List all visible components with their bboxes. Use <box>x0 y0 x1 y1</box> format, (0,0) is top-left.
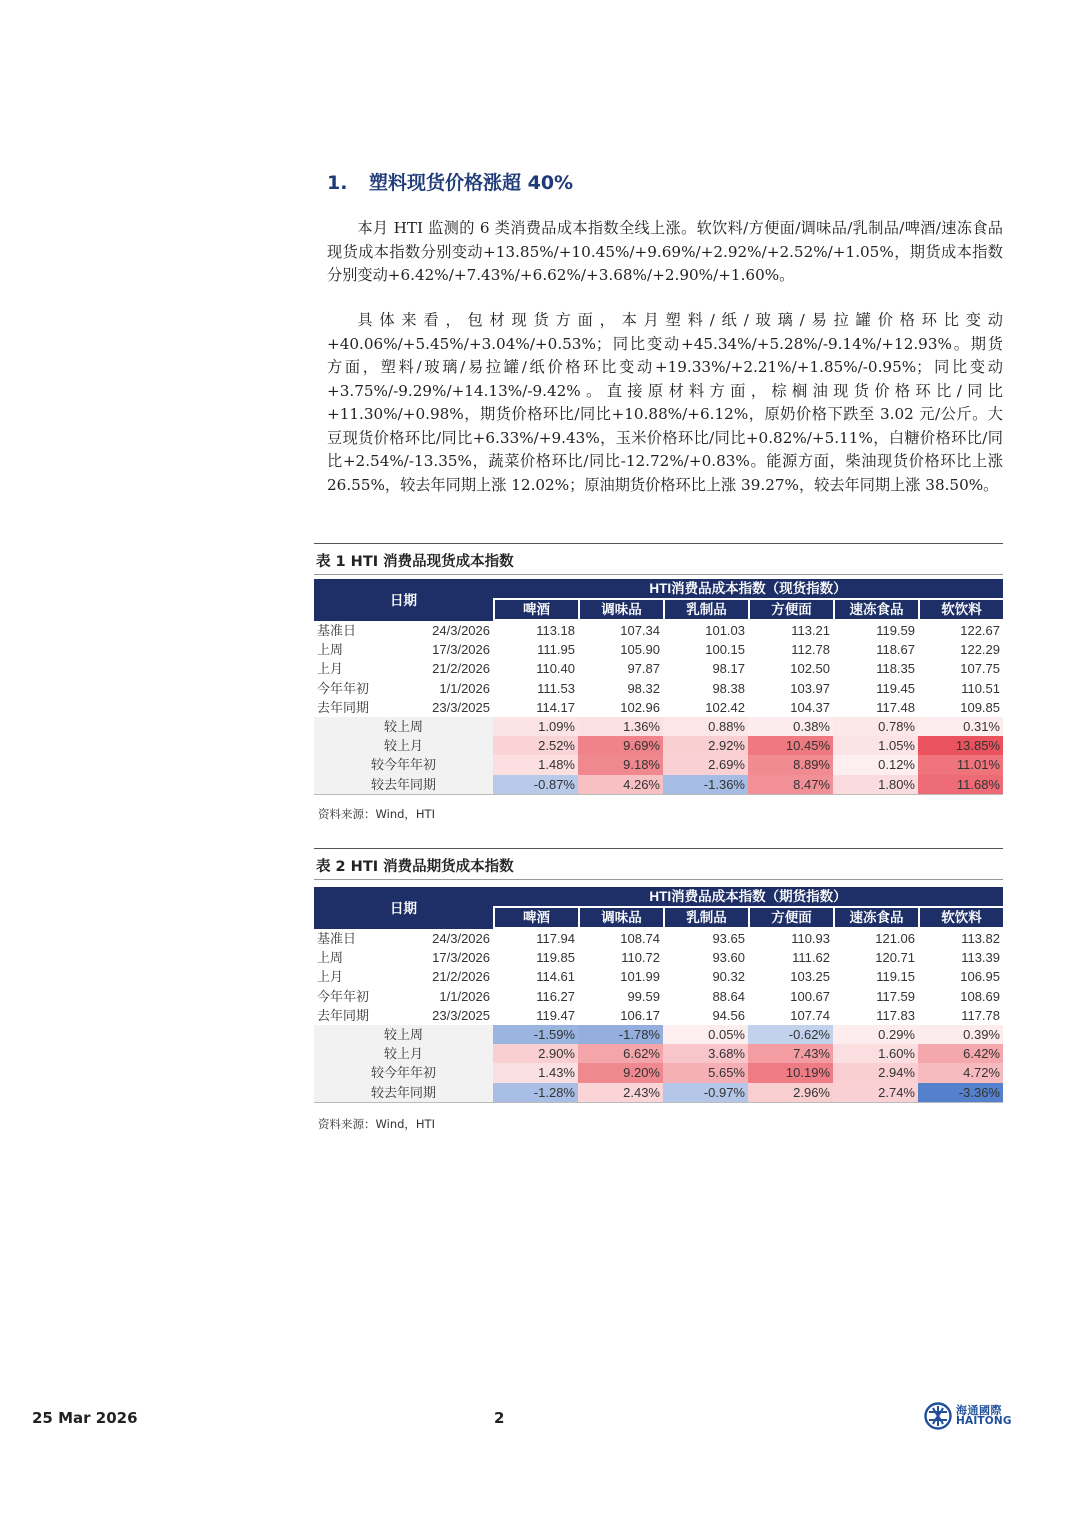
index-value: 119.15 <box>876 969 915 985</box>
change-value: -1.36% <box>663 775 748 795</box>
index-value: 121.06 <box>875 931 915 947</box>
index-value: 104.37 <box>790 699 830 715</box>
index-group-header: HTI消费品成本指数（现货指数） <box>493 579 1003 600</box>
index-value: 120.71 <box>875 950 915 966</box>
table-row <box>314 659 1003 678</box>
change-value: 1.36% <box>578 717 663 736</box>
change-value: 6.42% <box>918 1044 1003 1063</box>
index-value: 103.25 <box>790 969 830 985</box>
index-value: 110.72 <box>621 950 660 966</box>
change-value: 1.05% <box>833 736 918 755</box>
change-value: 4.72% <box>918 1063 1003 1082</box>
index-value: 122.67 <box>960 623 1000 639</box>
column-header: 啤酒 <box>493 600 578 621</box>
change-value: -0.62% <box>748 1025 833 1044</box>
index-value: 98.38 <box>712 680 745 696</box>
index-value: 107.34 <box>620 623 660 639</box>
index-value: 122.29 <box>960 642 1000 658</box>
index-value: 107.75 <box>960 661 1000 677</box>
index-value: 116.27 <box>536 988 575 1004</box>
table-1-caption: 表 1 HTI 消费品现货成本指数 <box>314 543 1003 575</box>
column-header: 软饮料 <box>918 908 1003 929</box>
change-value: 10.45% <box>748 736 833 755</box>
column-header: 软饮料 <box>918 600 1003 621</box>
section-heading <box>327 168 573 195</box>
row-label: 今年年初 <box>317 680 370 696</box>
index-value: 119.47 <box>536 1007 575 1023</box>
change-value: 5.65% <box>663 1063 748 1082</box>
change-label: 较今年年初 <box>314 1063 493 1082</box>
change-value: 0.12% <box>833 755 918 774</box>
table-row <box>314 967 1003 986</box>
index-value: 102.96 <box>620 699 660 715</box>
change-value: 1.80% <box>833 775 918 795</box>
paragraph-summary: 本月 HTI 监测的 6 类消费品成本指数全线上涨。软饮料/方便面/调味品/乳制品/啤酒/速冻食品现货成本指数分别变动+13.85%/+10.45%/+9.69%/+2.92%/+2.52%/+1.05%，期货成本指数分别变动+6.42%/+7.43%/+6.62%/+3.68%/+2.90%/+1.60%。 <box>327 219 1003 284</box>
row-label: 基准日 <box>317 623 357 639</box>
row-date: 21/2/2026 <box>432 661 490 677</box>
index-value: 106.95 <box>960 969 1000 985</box>
index-value: 118.67 <box>876 642 915 658</box>
index-value: 90.32 <box>712 969 745 985</box>
row-date: 23/3/2025 <box>432 699 490 715</box>
index-value: 117.78 <box>961 1007 1000 1023</box>
index-value: 99.59 <box>627 988 660 1004</box>
change-value: -1.78% <box>578 1025 663 1044</box>
index-group-header: HTI消费品成本指数（期货指数） <box>493 887 1003 908</box>
index-value: 119.45 <box>876 680 915 696</box>
index-value: 97.87 <box>627 661 660 677</box>
change-label: 较上月 <box>314 1044 493 1063</box>
change-row <box>314 755 1003 774</box>
change-row <box>314 1025 1003 1044</box>
table-row <box>314 1006 1003 1025</box>
index-value: 114.61 <box>536 969 575 985</box>
row-label: 上周 <box>317 642 344 658</box>
index-value: 101.99 <box>620 969 660 985</box>
index-value: 111.62 <box>792 950 830 966</box>
futures-index-table <box>314 887 1003 1103</box>
change-value: 9.18% <box>578 755 663 774</box>
row-date: 17/3/2026 <box>432 642 490 658</box>
change-value: -0.87% <box>493 775 578 795</box>
change-row <box>314 1063 1003 1082</box>
paragraph-details: 具体来看，包材现货方面，本月塑料/纸/玻璃/易拉罐价格环比变动+40.06%/+5.45%/+3.04%/+0.53%；同比变动+45.34%/+5.28%/-9.14%/+12.93%。期货方面，塑料/玻璃/易拉罐/纸价格环比变动+19.33%/+2.21%/+1.85%/-0.95%；同比变动+3.75%/-9.29%/+14.13%/-9.42%。直接原材料方面，棕榈油现货价格环比/同比+11.30%/+0.98%，期货价格环比/同比+10.88%/+6.12%，原奶价格下跌至 3.02 元/公斤。大豆现货价格环比/同比+6.33%/+9.43%，玉米价格环比/同比+0.82%/+5.11%，白糖价格环比/同比+2.54%/-13.35%，蔬菜价格环比/同比-12.72%/+0.83%。能源方面，柴油现货价格环比上涨 26.55%，较去年同期上涨 12.02%；原油期货价格环比上涨 39.27%，较去年同期上涨 38.50%。 <box>327 311 1003 494</box>
change-value: 8.47% <box>748 775 833 795</box>
spot-index-table <box>314 579 1003 795</box>
table-1-source: 资料来源：Wind，HTI <box>318 807 435 821</box>
change-label: 较去年同期 <box>314 1083 493 1103</box>
logo-text-en: HAITONG <box>956 1415 1012 1427</box>
table-row <box>314 621 1003 640</box>
index-value: 113.21 <box>791 623 830 639</box>
index-value: 105.90 <box>620 642 660 658</box>
row-label: 上月 <box>317 969 344 985</box>
index-value: 113.82 <box>961 931 1000 947</box>
section-title: 塑料现货价格涨超 40% <box>369 172 574 194</box>
change-row <box>314 736 1003 755</box>
row-date: 1/1/2026 <box>439 680 490 696</box>
index-value: 117.48 <box>876 699 915 715</box>
index-value: 108.74 <box>620 931 660 947</box>
index-value: 111.53 <box>537 680 575 696</box>
column-header: 方便面 <box>748 908 833 929</box>
change-value: -1.28% <box>493 1083 578 1103</box>
change-value: 0.31% <box>918 717 1003 736</box>
change-value: 0.29% <box>833 1025 918 1044</box>
index-value: 98.32 <box>627 680 660 696</box>
index-value: 114.17 <box>536 699 575 715</box>
date-header: 日期 <box>314 579 493 621</box>
row-label: 基准日 <box>317 931 357 947</box>
row-label: 今年年初 <box>317 988 370 1004</box>
change-value: -3.36% <box>918 1083 1003 1103</box>
index-value: 107.74 <box>790 1007 830 1023</box>
index-value: 98.17 <box>712 661 745 677</box>
change-value: 2.96% <box>748 1083 833 1103</box>
table-row <box>314 929 1003 948</box>
index-value: 119.85 <box>536 950 575 966</box>
index-value: 117.94 <box>536 931 575 947</box>
index-value: 108.69 <box>960 988 1000 1004</box>
change-row <box>314 775 1003 795</box>
change-value: 4.26% <box>578 775 663 795</box>
column-header: 调味品 <box>578 600 663 621</box>
page-number: 2 <box>494 1409 505 1427</box>
column-header: 速冻食品 <box>833 600 918 621</box>
change-value: 0.88% <box>663 717 748 736</box>
change-value: 11.68% <box>918 775 1003 795</box>
index-value: 111.95 <box>537 642 575 658</box>
haitong-logo <box>924 1400 1012 1432</box>
change-row <box>314 717 1003 736</box>
change-value: 13.85% <box>918 736 1003 755</box>
date-header: 日期 <box>314 887 493 929</box>
section-number: 1. <box>327 172 348 194</box>
index-value: 103.97 <box>790 680 830 696</box>
index-value: 94.56 <box>712 1007 745 1023</box>
change-value: 0.39% <box>918 1025 1003 1044</box>
row-date: 24/3/2026 <box>432 623 490 639</box>
index-value: 93.65 <box>712 931 745 947</box>
change-value: 11.01% <box>918 755 1003 774</box>
row-date: 23/3/2025 <box>432 1007 490 1023</box>
table-row <box>314 948 1003 967</box>
index-value: 113.18 <box>536 623 575 639</box>
row-label: 上月 <box>317 661 344 677</box>
index-value: 100.67 <box>790 988 830 1004</box>
logo-text-cn: 海通國際 <box>956 1404 1002 1417</box>
column-header: 乳制品 <box>663 908 748 929</box>
row-date: 21/2/2026 <box>432 969 490 985</box>
row-label: 去年同期 <box>317 699 370 715</box>
index-value: 88.64 <box>712 988 745 1004</box>
index-value: 93.60 <box>712 950 745 966</box>
table-row <box>314 679 1003 698</box>
footer-date: 25 Mar 2026 <box>32 1409 138 1427</box>
haitong-logo-icon <box>924 1402 952 1430</box>
index-value: 118.35 <box>876 661 915 677</box>
change-value: 2.94% <box>833 1063 918 1082</box>
change-value: 3.68% <box>663 1044 748 1063</box>
change-label: 较上周 <box>314 1025 493 1044</box>
change-row <box>314 1044 1003 1063</box>
column-header: 乳制品 <box>663 600 748 621</box>
index-value: 100.15 <box>705 642 745 658</box>
index-value: 117.83 <box>876 1007 915 1023</box>
change-value: 0.78% <box>833 717 918 736</box>
index-value: 113.39 <box>961 950 1000 966</box>
index-value: 109.85 <box>960 699 1000 715</box>
change-value: 0.05% <box>663 1025 748 1044</box>
table-row <box>314 640 1003 659</box>
table-row <box>314 987 1003 1006</box>
index-value: 110.93 <box>791 931 830 947</box>
change-value: 1.48% <box>493 755 578 774</box>
row-label: 上周 <box>317 950 344 966</box>
change-value: 1.60% <box>833 1044 918 1063</box>
row-date: 1/1/2026 <box>439 988 490 1004</box>
index-value: 110.51 <box>961 680 1000 696</box>
change-value: 0.38% <box>748 717 833 736</box>
change-label: 较上周 <box>314 717 493 736</box>
row-date: 24/3/2026 <box>432 931 490 947</box>
change-value: 8.89% <box>748 755 833 774</box>
change-label: 较上月 <box>314 736 493 755</box>
change-value: 7.43% <box>748 1044 833 1063</box>
index-value: 102.42 <box>705 699 745 715</box>
column-header: 啤酒 <box>493 908 578 929</box>
column-header: 调味品 <box>578 908 663 929</box>
change-value: 6.62% <box>578 1044 663 1063</box>
index-value: 101.03 <box>705 623 745 639</box>
index-value: 117.59 <box>876 988 915 1004</box>
change-value: -0.97% <box>663 1083 748 1103</box>
change-value: 9.20% <box>578 1063 663 1082</box>
change-value: 2.74% <box>833 1083 918 1103</box>
change-value: 10.19% <box>748 1063 833 1082</box>
change-value: 2.92% <box>663 736 748 755</box>
index-value: 110.40 <box>536 661 575 677</box>
change-value: 2.69% <box>663 755 748 774</box>
change-value: 1.09% <box>493 717 578 736</box>
change-value: -1.59% <box>493 1025 578 1044</box>
index-value: 106.17 <box>620 1007 660 1023</box>
change-label: 较去年同期 <box>314 775 493 795</box>
column-header: 方便面 <box>748 600 833 621</box>
change-row <box>314 1083 1003 1103</box>
index-value: 119.59 <box>876 623 915 639</box>
change-value: 2.52% <box>493 736 578 755</box>
change-value: 1.43% <box>493 1063 578 1082</box>
index-value: 112.78 <box>791 642 830 658</box>
row-date: 17/3/2026 <box>432 950 490 966</box>
change-value: 2.90% <box>493 1044 578 1063</box>
row-label: 去年同期 <box>317 1007 370 1023</box>
index-value: 102.50 <box>790 661 830 677</box>
table-2-caption: 表 2 HTI 消费品期货成本指数 <box>314 848 1003 880</box>
change-label: 较今年年初 <box>314 755 493 774</box>
table-2-source: 资料来源：Wind，HTI <box>318 1117 435 1131</box>
column-header: 速冻食品 <box>833 908 918 929</box>
change-value: 2.43% <box>578 1083 663 1103</box>
table-row <box>314 698 1003 717</box>
change-value: 9.69% <box>578 736 663 755</box>
